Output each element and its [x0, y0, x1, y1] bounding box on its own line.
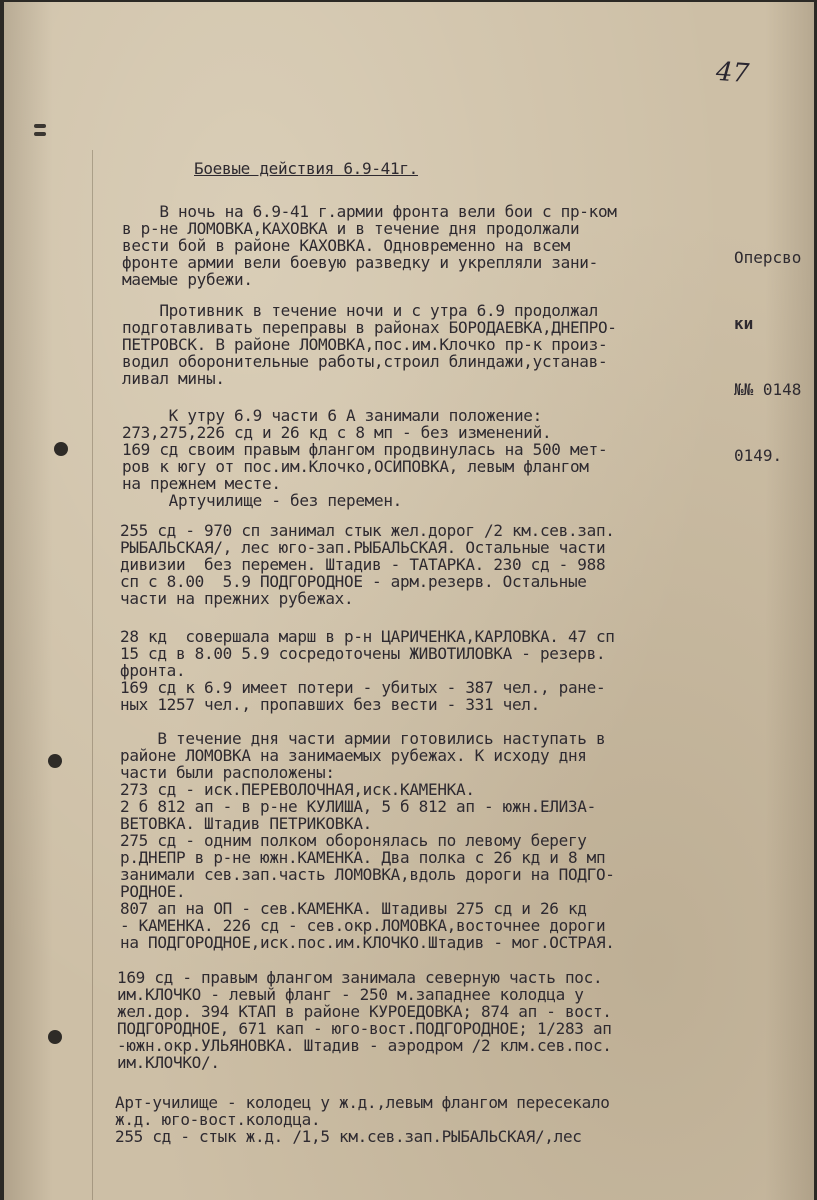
text-line: РЫБАЛЬСКАЯ/, лес юго-зап.РЫБАЛЬСКАЯ. Остальные части	[120, 538, 606, 557]
text-line: дивизии без перемен. Штадив - ТАТАРКА. 230 сд - 988	[120, 555, 606, 574]
binding-hole	[48, 754, 62, 768]
paragraph	[117, 969, 612, 1071]
text-line: 2 б 812 ап - в р-не КУЛИША, 5 б 812 ап - южн.ЕЛИЗА-	[120, 797, 596, 816]
text-line: 28 кд совершала марш в р-н ЦАРИЧЕНКА,КАРЛОВКА. 47 сп	[120, 627, 615, 646]
text-line: вести бой в районе КАХОВКА. Одновременно на всем	[122, 236, 570, 255]
text-line: сп с 8.00 5.9 ПОДГОРОДНОЕ - арм.резерв. Остальные	[120, 572, 587, 591]
text-line: В ночь на 6.9-41 г.армии фронта вели бои с пр-ком	[122, 202, 617, 221]
text-line: 15 сд в 8.00 5.9 сосредоточены ЖИВОТИЛОВКА - резерв.	[120, 644, 606, 663]
text-line: 273 сд - иск.ПЕРЕВОЛОЧНАЯ,иск.КАМЕНКА.	[120, 780, 475, 799]
paragraph	[120, 628, 615, 713]
text-line: ПОДГОРОДНОЕ, 671 кап - юго-вост.ПОДГОРОДНОЕ; 1/283 ап	[117, 1019, 612, 1038]
text-line: Арт-училище - колодец у ж.д.,левым флангом пересекало	[115, 1093, 610, 1112]
text-line: К утру 6.9 части 6 А занимали положение:	[122, 406, 542, 425]
text-line: ливал мины.	[122, 369, 225, 388]
binding-hole	[48, 1030, 62, 1044]
text-line: части на прежних рубежах.	[120, 589, 354, 608]
text-line: 169 сд - правым флангом занимала северную часть пос.	[117, 968, 603, 987]
binding-hole	[54, 442, 68, 456]
paragraph	[120, 522, 615, 607]
text-line: районе ЛОМОВКА на занимаемых рубежах. К исходу дня	[120, 746, 587, 765]
text-line: р.ДНЕПР в р-не южн.КАМЕНКА. Два полка с 26 кд и 8 мп	[120, 848, 606, 867]
text-line: 807 ап на ОП - сев.КАМЕНКА. Штадивы 275 сд и 26 кд	[120, 899, 587, 918]
text-line: фронте армии вели боевую разведку и укрепляли зани-	[122, 253, 598, 272]
text-line: 169 сд своим правым флангом продвинулась на 500 мет-	[122, 440, 608, 459]
text-line: В течение дня части армии готовились наступать в	[120, 729, 606, 748]
text-line: -южн.окр.УЛЬЯНОВКА. Штадив - аэродром /2 клм.сев.пос.	[117, 1036, 612, 1055]
side-note-line: 0149.	[734, 446, 783, 465]
text-line: на прежнем месте.	[122, 474, 281, 493]
text-line: им.КЛОЧКО - левый фланг - 250 м.западнее колодца у	[117, 985, 584, 1004]
text-line: 255 сд - 970 сп занимал стык жел.дорог /2 км.сев.зап.	[120, 521, 615, 540]
page-number: 47	[714, 56, 751, 90]
text-line: водил оборонительные работы,строил блиндажи,устанав-	[122, 352, 608, 371]
paragraph	[122, 407, 607, 509]
paragraph	[115, 1094, 610, 1145]
text-line: Противник в течение ночи и с утра 6.9 продолжал	[122, 301, 598, 320]
binding-mark	[34, 132, 46, 136]
document-page	[4, 2, 814, 1200]
paragraph	[120, 730, 615, 951]
paragraph	[122, 203, 617, 288]
side-note-line: Оперсво	[734, 248, 802, 267]
text-line: занимали сев.зап.часть ЛОМОВКА,вдоль дороги на ПОДГО-	[120, 865, 615, 884]
side-note	[734, 203, 801, 511]
text-line: жел.дор. 394 КТАП в районе КУРОЕДОВКА; 874 ап - вост.	[117, 1002, 612, 1021]
text-line: ВЕТОВКА. Штадив ПЕТРИКОВКА.	[120, 814, 372, 833]
text-line: ПЕТРОВСК. В районе ЛОМОВКА,пос.им.Клочко пр-к произ-	[122, 335, 608, 354]
text-line: фронта.	[120, 661, 186, 680]
paragraph	[122, 302, 617, 387]
text-line: - КАМЕНКА. 226 сд - сев.окр.ЛОМОВКА,восточнее дороги	[120, 916, 606, 935]
text-line: подготавливать переправы в районах БОРОДАЕВКА,ДНЕПРО-	[122, 318, 617, 337]
text-line: ных 1257 чел., пропавших без вести - 331 чел.	[120, 695, 540, 714]
text-line: на ПОДГОРОДНОЕ,иск.пос.им.КЛОЧКО.Штадив - мог.ОСТРАЯ.	[120, 933, 615, 952]
text-line: 255 сд - стык ж.д. /1,5 км.сев.зап.РЫБАЛЬСКАЯ/,лес	[115, 1127, 582, 1146]
text-line: ж.д. юго-вост.колодца.	[115, 1110, 321, 1129]
margin-line	[92, 150, 93, 1200]
text-line: РОДНОЕ.	[120, 882, 186, 901]
text-line: Артучилище - без перемен.	[122, 491, 402, 510]
text-line: в р-не ЛОМОВКА,КАХОВКА и в течение дня продолжали	[122, 219, 580, 238]
text-line: 275 сд - одним полком оборонялась по левому берегу	[120, 831, 587, 850]
text-line: им.КЛОЧКО/.	[117, 1053, 220, 1072]
text-line: маемые рубежи.	[122, 270, 253, 289]
text-line: 169 сд к 6.9 имеет потери - убитых - 387 чел., ране-	[120, 678, 606, 697]
side-note-line: №№ 0148	[734, 380, 802, 399]
side-note-line: ки	[734, 314, 754, 333]
text-line: 273,275,226 сд и 26 кд с 8 мп - без изменений.	[122, 423, 552, 442]
document-title: Боевые действия 6.9-41г.	[194, 159, 418, 178]
text-line: ров к югу от пос.им.Клочко,ОСИПОВКА, левым флангом	[122, 457, 589, 476]
text-line: части были расположены:	[120, 763, 335, 782]
binding-mark	[34, 124, 46, 128]
